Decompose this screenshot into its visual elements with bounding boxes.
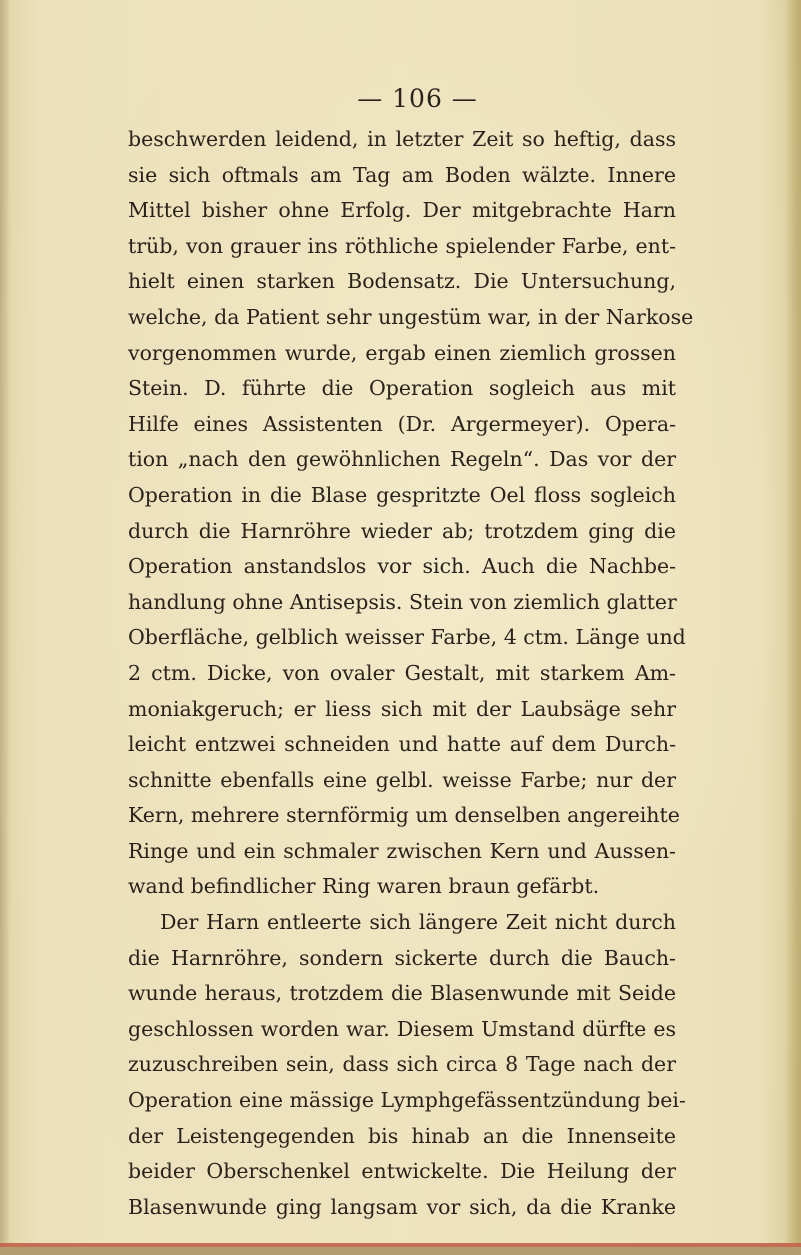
text-line: vorgenommen wurde, ergab einen ziemlich grossen — [128, 340, 676, 365]
text-line: schnitte ebenfalls eine gelbl. weisse Farbe; nur der — [128, 767, 676, 792]
text-line: wand befindlicher Ring waren braun gefärbt. — [128, 874, 600, 899]
text-line: welche, da Patient sehr ungestüm war, in der Narkose — [128, 304, 694, 329]
text-line: Stein. D. führte die Operation sogleich aus mit — [128, 376, 676, 401]
text-line: die Harnröhre, sondern sickerte durch die Bauch- — [128, 945, 676, 970]
text-line: sie sich oftmals am Tag am Boden wälzte. Innere — [128, 162, 676, 187]
text-line: Oberfläche, gelblich weisser Farbe, 4 ctm. Länge und — [128, 625, 686, 650]
text-line: zuzuschreiben sein, dass sich circa 8 Tage nach der — [128, 1052, 676, 1077]
text-line: Operation eine mässige Lymphgefässentzündung bei- — [128, 1088, 686, 1113]
text-line: beider Oberschenkel entwickelte. Die Heilung der — [128, 1159, 676, 1184]
text-line: wunde heraus, trotzdem die Blasenwunde mit Seide — [128, 981, 676, 1006]
text-line: handlung ohne Antisepsis. Stein von ziemlich glatter — [128, 589, 677, 614]
text-line: durch die Harnröhre wieder ab; trotzdem ging die — [128, 518, 676, 543]
text-line: Der Harn entleerte sich längere Zeit nicht durch — [160, 910, 676, 935]
text-line: Blasenwunde ging langsam vor sich, da die Kranke — [128, 1194, 676, 1219]
text-line: 2 ctm. Dicke, von ovaler Gestalt, mit starkem Am- — [128, 660, 676, 685]
text-line: geschlossen worden war. Diesem Umstand dürfte es — [128, 1016, 676, 1041]
text-line: Operation in die Blase gespritzte Oel floss sogleich — [128, 482, 676, 507]
text-line: trüb, von grauer ins röthliche spielender Farbe, ent- — [128, 233, 676, 258]
text-line: hielt einen starken Bodensatz. Die Untersuchung, — [128, 269, 676, 294]
page-number: — 106 — — [357, 84, 478, 113]
text-line: Operation anstandslos vor sich. Auch die Nachbe- — [128, 554, 676, 579]
text-line: Mittel bisher ohne Erfolg. Der mitgebrachte Harn — [128, 198, 676, 223]
text-line: moniakgeruch; er liess sich mit der Laubsäge sehr — [128, 696, 676, 721]
page-left-shadow — [0, 0, 10, 1255]
body-text — [128, 122, 694, 1225]
text-line: leicht entzwei schneiden und hatte auf dem Durch- — [128, 732, 676, 757]
page-right-edge — [785, 0, 801, 1255]
text-line: Ringe und ein schmaler zwischen Kern und Aussen- — [128, 838, 676, 863]
text-line: Hilfe eines Assistenten (Dr. Argermeyer). Opera- — [128, 411, 676, 436]
bottom-edge — [0, 1247, 801, 1255]
text-line: tion „nach den gewöhnlichen Regeln“. Das vor der — [128, 447, 676, 472]
text-line: der Leistengegenden bis hinab an die Innenseite — [128, 1123, 676, 1148]
text-line: Kern, mehrere sternförmig um denselben angereihte — [128, 803, 680, 828]
text-line: beschwerden leidend, in letzter Zeit so heftig, dass — [128, 127, 676, 151]
